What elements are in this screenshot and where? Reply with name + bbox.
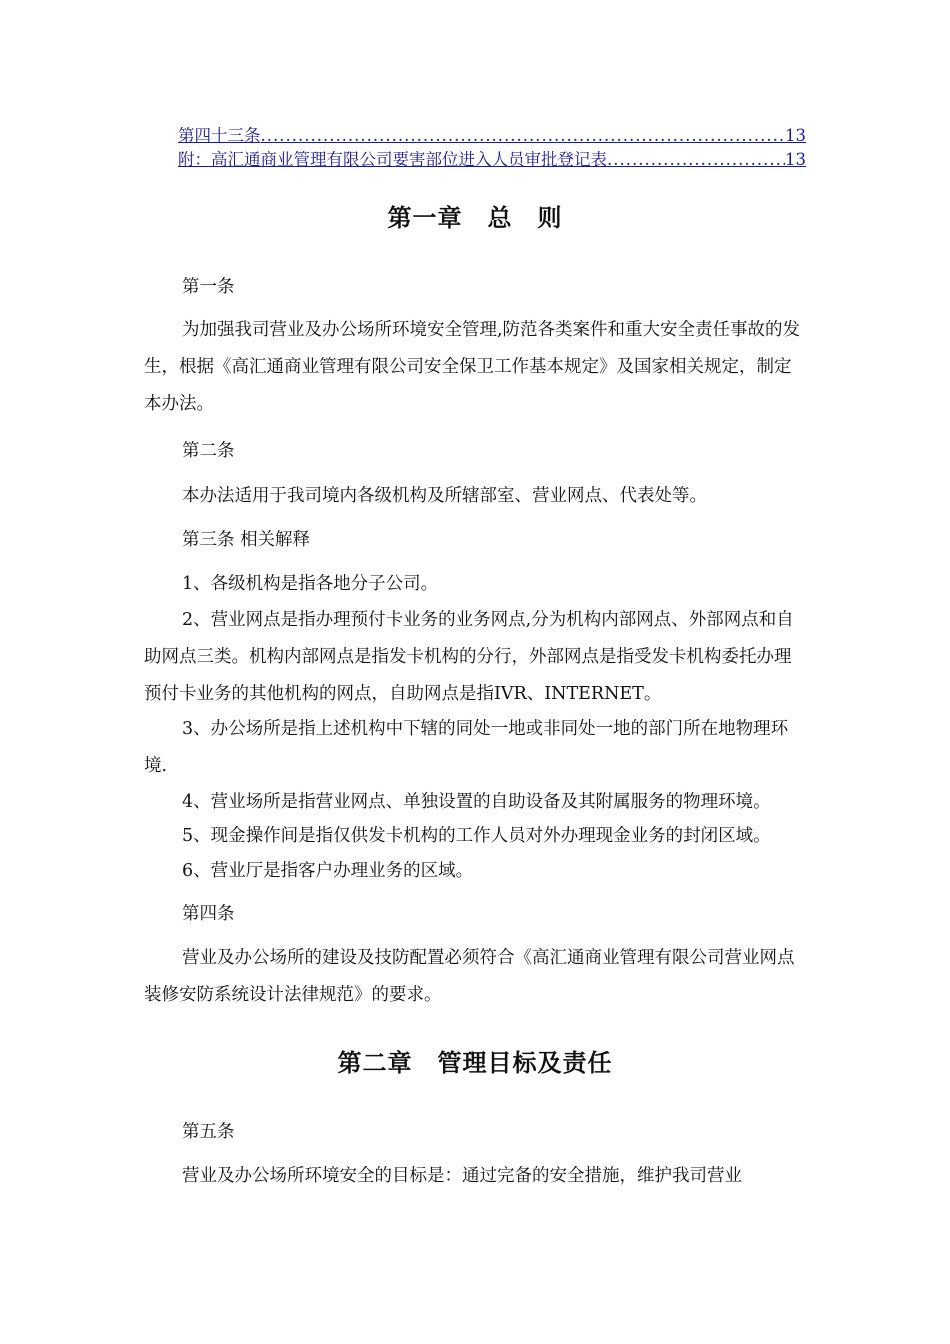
table-of-contents <box>178 124 806 172</box>
article-4-label: 第四条 <box>182 904 235 924</box>
definition-item-5: 5、现金操作间是指仅供发卡机构的工作人员对外办理现金业务的封闭区域。 <box>182 826 771 846</box>
article-1-label: 第一条 <box>182 277 235 297</box>
article-1-text: 为加强我司营业及办公场所环境安全管理,防范各类案件和重大安全责任事故的发生，根据《高汇通商业管理有限公司安全保卫工作基本规定》及国家相关规定，制定本办法。 <box>144 320 801 414</box>
toc-entry-page: 13 <box>785 126 806 145</box>
definition-item-4: 4、营业场所是指营业网点、单独设置的自助设备及其附属服务的物理环境。 <box>182 792 771 812</box>
article-3-label: 第三条 相关解释 <box>182 530 311 550</box>
chapter-1-title: 第一章 总 则 <box>387 203 563 232</box>
definition-item-2: 2、营业网点是指办理预付卡业务的业务网点,分为机构内部网点、外部网点和自助网点三类。机构内部网点是指发卡机构的分行，外部网点是指受发卡机构委托办理预付卡业务的其他机构的网点，自助网点是指IVR、INTERNET。 <box>144 610 794 704</box>
toc-entry-page: 13 <box>785 150 806 169</box>
chapter-2-title: 第二章 管理目标及责任 <box>337 1048 613 1077</box>
definition-item-3: 3、办公场所是指上述机构中下辖的同处一地或非同处一地的部门所在地物理环境. <box>144 719 789 776</box>
toc-entry-title: 第四十三条 <box>178 126 261 145</box>
definition-item-6: 6、营业厅是指客户办理业务的区域。 <box>182 861 474 881</box>
definition-item-1: 1、各级机构是指各地分子公司。 <box>182 574 439 594</box>
article-2-text: 本办法适用于我司境内各级机构及所辖部室、营业网点、代表处等。 <box>182 486 707 506</box>
toc-entry-article-43[interactable] <box>178 124 806 148</box>
toc-leader-dots <box>261 124 786 148</box>
toc-leader-dots <box>607 148 785 172</box>
article-2-label: 第二条 <box>182 441 235 461</box>
article-5-label: 第五条 <box>182 1122 235 1142</box>
toc-entry-appendix[interactable] <box>178 148 806 172</box>
article-4-text: 营业及办公场所的建设及技防配置必须符合《高汇通商业管理有限公司营业网点装修安防系统设计法律规范》的要求。 <box>144 948 795 1005</box>
toc-entry-title: 附：高汇通商业管理有限公司要害部位进入人员审批登记表 <box>178 150 607 169</box>
article-5-text: 营业及办公场所环境安全的目标是：通过完备的安全措施，维护我司营业 <box>182 1166 742 1186</box>
